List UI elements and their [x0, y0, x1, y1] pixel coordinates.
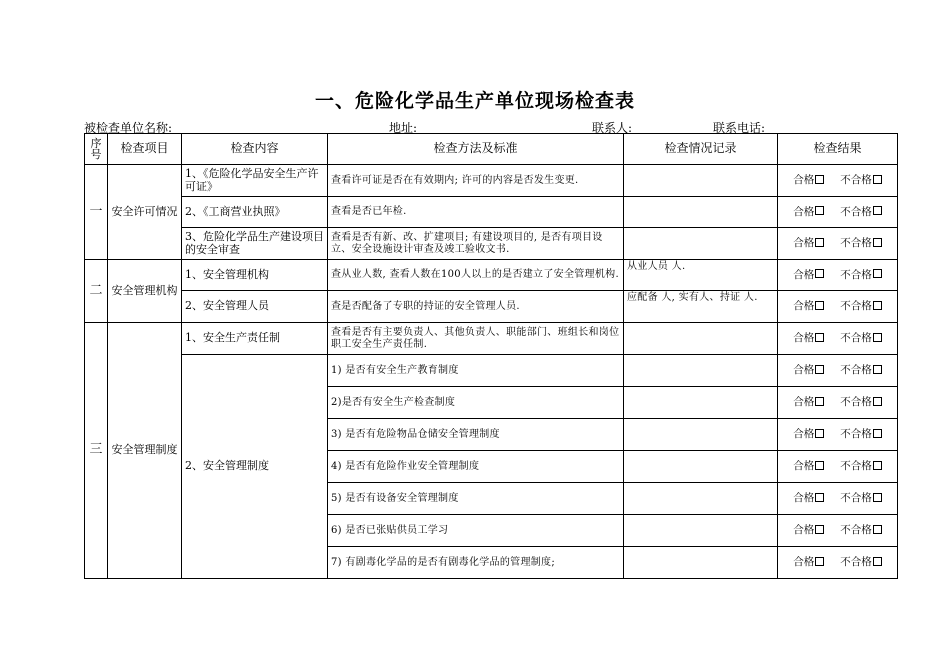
result-cell	[778, 197, 898, 228]
pass-checkbox[interactable]	[815, 429, 824, 438]
result-cell	[778, 451, 898, 483]
fail-checkbox[interactable]	[873, 269, 882, 278]
fail-label: 不合格	[840, 268, 872, 281]
table-row	[85, 260, 898, 291]
fail-checkbox[interactable]	[873, 333, 882, 342]
fail-label: 不合格	[840, 396, 872, 409]
table-row	[85, 197, 898, 228]
method-cell: 4) 是否有危险作业安全管理制度	[328, 451, 624, 483]
fail-label: 不合格	[840, 332, 872, 345]
content-cell: 2、安全管理制度	[182, 355, 328, 579]
record-cell[interactable]	[624, 451, 778, 483]
result-cell	[778, 165, 898, 197]
record-cell[interactable]	[624, 323, 778, 355]
method-cell: 查看是否有新、改、扩建项目; 有建设项目的, 是否有项目设立、安全设施设计审查及竣工验收文书.	[328, 228, 624, 260]
header-content: 检查内容	[182, 134, 328, 165]
record-cell[interactable]	[624, 515, 778, 547]
table-row	[85, 355, 898, 387]
record-cell[interactable]	[624, 419, 778, 451]
header-method: 检查方法及标准	[328, 134, 624, 165]
fail-checkbox[interactable]	[873, 238, 882, 247]
result-cell	[778, 228, 898, 260]
pass-checkbox[interactable]	[815, 365, 824, 374]
table-row	[85, 228, 898, 260]
content-cell: 2、安全管理人员	[182, 291, 328, 323]
fail-label: 不合格	[840, 556, 872, 569]
pass-checkbox[interactable]	[815, 238, 824, 247]
result-cell	[778, 419, 898, 451]
header-info-line	[84, 119, 896, 133]
fail-checkbox[interactable]	[873, 493, 882, 502]
pass-checkbox[interactable]	[815, 461, 824, 470]
result-cell	[778, 355, 898, 387]
header-item: 检查项目	[108, 134, 182, 165]
pass-label: 合格	[793, 205, 815, 218]
pass-label: 合格	[793, 428, 815, 441]
record-cell[interactable]	[624, 197, 778, 228]
fail-label: 不合格	[840, 174, 872, 187]
result-cell	[778, 291, 898, 323]
result-cell	[778, 483, 898, 515]
content-cell: 1、安全生产责任制	[182, 323, 328, 355]
fail-label: 不合格	[840, 524, 872, 537]
method-cell: 查看是否有主要负责人、其他负责人、职能部门、班组长和岗位职工安全生产责任制.	[328, 323, 624, 355]
method-cell: 2)是否有安全生产检查制度	[328, 387, 624, 419]
fail-checkbox[interactable]	[873, 365, 882, 374]
header-seq: 序号	[85, 134, 108, 165]
result-cell	[778, 547, 898, 579]
item-cell: 安全许可情况	[108, 165, 182, 260]
table-row	[85, 291, 898, 323]
table-header-row	[85, 134, 898, 165]
method-cell: 1) 是否有安全生产教育制度	[328, 355, 624, 387]
pass-label: 合格	[793, 364, 815, 377]
record-cell[interactable]	[624, 228, 778, 260]
pass-label: 合格	[793, 396, 815, 409]
pass-checkbox[interactable]	[815, 333, 824, 342]
content-cell: 1、安全管理机构	[182, 260, 328, 291]
table-row	[85, 323, 898, 355]
unit-name-label: 被检查单位名称:	[84, 121, 173, 135]
item-cell: 安全管理制度	[108, 323, 182, 579]
method-cell: 查看许可证是否在有效期内; 许可的内容是否发生变更.	[328, 165, 624, 197]
pass-checkbox[interactable]	[815, 397, 824, 406]
fail-label: 不合格	[840, 492, 872, 505]
fail-checkbox[interactable]	[873, 301, 882, 310]
method-cell: 6) 是否已张贴供员工学习	[328, 515, 624, 547]
pass-label: 合格	[793, 524, 815, 537]
pass-checkbox[interactable]	[815, 525, 824, 534]
fail-label: 不合格	[840, 205, 872, 218]
table-row	[85, 165, 898, 197]
content-cell: 2、《工商营业执照》	[182, 197, 328, 228]
result-cell	[778, 260, 898, 291]
seq-cell: 三	[85, 323, 108, 579]
pass-label: 合格	[793, 556, 815, 569]
fail-checkbox[interactable]	[873, 461, 882, 470]
address-label: 地址:	[389, 121, 418, 135]
pass-label: 合格	[793, 460, 815, 473]
content-cell: 3、危险化学品生产建设项目的安全审查	[182, 228, 328, 260]
method-cell: 查是否配备了专职的持证的安全管理人员.	[328, 291, 624, 323]
fail-checkbox[interactable]	[873, 397, 882, 406]
fail-checkbox[interactable]	[873, 429, 882, 438]
method-cell: 3) 是否有危险物品仓储安全管理制度	[328, 419, 624, 451]
record-cell[interactable]: 从业人员 人.	[624, 260, 778, 291]
fail-label: 不合格	[840, 237, 872, 250]
record-cell[interactable]	[624, 387, 778, 419]
method-cell: 5) 是否有设备安全管理制度	[328, 483, 624, 515]
method-cell: 7) 有剧毒化学品的是否有剧毒化学品的管理制度;	[328, 547, 624, 579]
pass-label: 合格	[793, 300, 815, 313]
seq-cell: 一	[85, 165, 108, 260]
page-title: 一、危险化学品生产单位现场检查表	[314, 90, 635, 112]
pass-checkbox[interactable]	[815, 175, 824, 184]
fail-label: 不合格	[840, 428, 872, 441]
pass-label: 合格	[793, 268, 815, 281]
pass-label: 合格	[793, 492, 815, 505]
phone-label: 联系电话:	[713, 121, 766, 135]
item-cell: 安全管理机构	[108, 260, 182, 323]
pass-checkbox[interactable]	[815, 557, 824, 566]
record-cell[interactable]	[624, 483, 778, 515]
fail-checkbox[interactable]	[873, 206, 882, 215]
fail-label: 不合格	[840, 460, 872, 473]
pass-label: 合格	[793, 332, 815, 345]
contact-label: 联系人:	[592, 121, 633, 135]
pass-checkbox[interactable]	[815, 301, 824, 310]
content-cell: 1、《危险化学品安全生产许可证》	[182, 165, 328, 197]
fail-label: 不合格	[840, 300, 872, 313]
pass-label: 合格	[793, 237, 815, 250]
result-cell	[778, 515, 898, 547]
inspection-table	[84, 133, 898, 579]
pass-label: 合格	[793, 174, 815, 187]
result-cell	[778, 323, 898, 355]
method-cell: 查从业人数, 查看人数在100人以上的是否建立了安全管理机构.	[328, 260, 624, 291]
header-result: 检查结果	[778, 134, 898, 165]
record-cell[interactable]	[624, 165, 778, 197]
fail-checkbox[interactable]	[873, 525, 882, 534]
record-cell[interactable]	[624, 547, 778, 579]
header-record: 检查情况记录	[624, 134, 778, 165]
fail-checkbox[interactable]	[873, 175, 882, 184]
fail-checkbox[interactable]	[873, 557, 882, 566]
record-cell[interactable]: 应配备 人, 实有人、持证 人.	[624, 291, 778, 323]
method-cell: 查看是否已年检.	[328, 197, 624, 228]
pass-checkbox[interactable]	[815, 493, 824, 502]
record-cell[interactable]	[624, 355, 778, 387]
result-cell	[778, 387, 898, 419]
pass-checkbox[interactable]	[815, 269, 824, 278]
seq-cell: 二	[85, 260, 108, 323]
pass-checkbox[interactable]	[815, 206, 824, 215]
fail-label: 不合格	[840, 364, 872, 377]
